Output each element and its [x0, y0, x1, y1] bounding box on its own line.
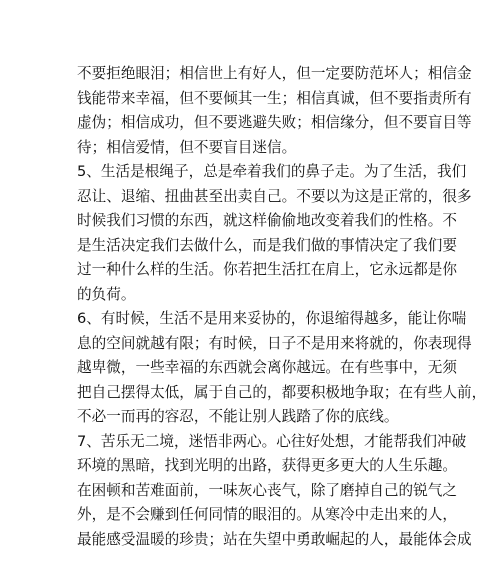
text-line: 息的空间就越有限；有时候，日子不是用来将就的，你表现得	[77, 334, 472, 352]
text-line: 7、苦乐无二境，迷悟非两心。心往好处想，才能帮我们冲破	[77, 432, 467, 450]
text-line: 外，是不会赚到任何同情的眼泪的。从寒冷中走出来的人，	[77, 506, 457, 523]
text-line: 虚伪；相信成功，但不要逃避失败；相信缘分，但不要盲目等	[77, 114, 472, 131]
text-line: 环境的黑暗，找到光明的出路，获得更多更大的人生乐趣。	[77, 457, 457, 474]
text-line: 不要拒绝眼泪；相信世上有好人，但一定要防范坏人；相信金	[77, 65, 472, 82]
text-line: 时候我们习惯的东西，就这样偷偷地改变着我们的性格。不	[77, 212, 457, 229]
text-line: 是生活决定我们去做什么，而是我们做的事情决定了我们要	[77, 236, 457, 254]
text-line: 最能感受温暖的珍贵；站在失望中勇敢崛起的人，最能体会成	[77, 530, 472, 548]
text-line: 越卑微，一些幸福的东西就会离你越远。在有些事中，无须	[77, 359, 457, 376]
text-line: 不必一而再的容忍，不能让别人践踏了你的底线。	[77, 408, 399, 425]
text-line: 的负荷。	[77, 285, 136, 303]
text-line: 6、有时候，生活不是用来妥协的，你退缩得越多，能让你喘	[77, 310, 467, 327]
text-line: 把自己摆得太低，属于自己的，都要积极地争取；在有些人前，	[77, 383, 487, 401]
text-line: 忍让、退缩、扭曲甚至出卖自己。不要以为这是正常的，很多	[77, 187, 472, 205]
text-line: 5、生活是根绳子，总是牵着我们的鼻子走。为了生活，我们	[77, 163, 467, 180]
text-line: 待；相信爱情，但不要盲目迷信。	[77, 138, 297, 156]
text-line: 钱能带来幸福，但不要倾其一生；相信真诚，但不要指责所有	[77, 89, 472, 107]
text-line: 过一种什么样的生活。你若把生活扛在肩上，它永远都是你	[77, 261, 457, 278]
body-text	[77, 62, 487, 552]
text-line: 在困顿和苦难面前，一味灰心丧气，除了磨掉自己的锐气之	[77, 481, 457, 499]
